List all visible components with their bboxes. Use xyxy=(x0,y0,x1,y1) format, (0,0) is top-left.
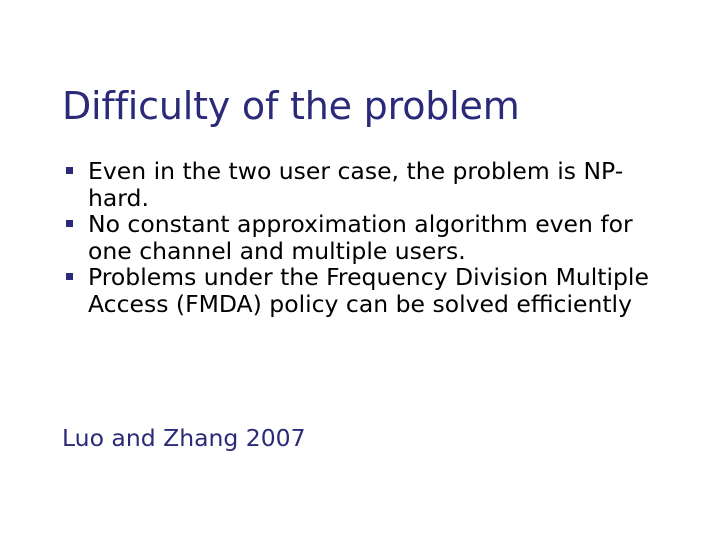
square-bullet-icon xyxy=(66,220,73,227)
slide-title: Difficulty of the problem xyxy=(62,84,520,128)
bullet-text: Problems under the Frequency Division Multiple Access (FMDA) policy can be solved efficiently xyxy=(88,263,649,318)
bullet-item xyxy=(66,264,666,317)
bullet-list xyxy=(66,158,666,317)
bullet-item xyxy=(66,211,666,264)
bullet-item xyxy=(66,158,666,211)
bullet-text: Even in the two user case, the problem is NP-hard. xyxy=(88,157,624,212)
bullet-text: No constant approximation algorithm even for one channel and multiple users. xyxy=(88,210,633,265)
citation: Luo and Zhang 2007 xyxy=(62,424,306,452)
square-bullet-icon xyxy=(66,167,73,174)
square-bullet-icon xyxy=(66,273,73,280)
